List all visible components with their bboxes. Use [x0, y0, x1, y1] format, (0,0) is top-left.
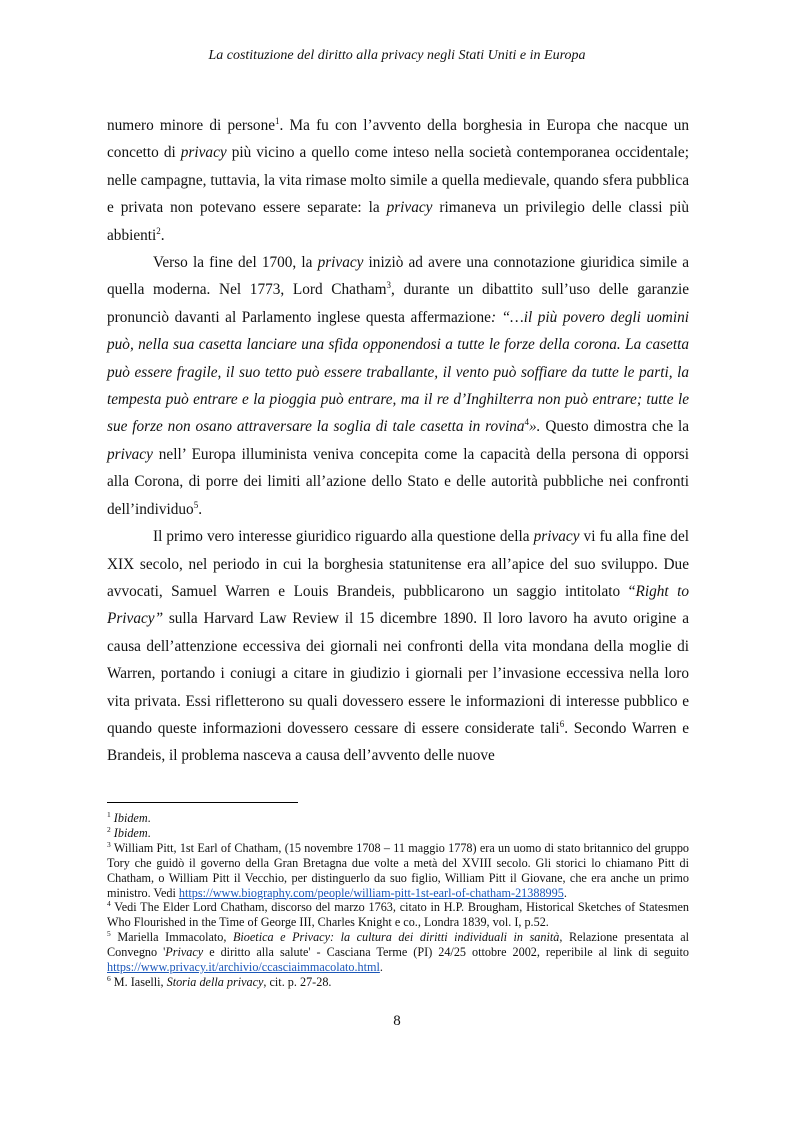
text-run: Il primo vero interesse giuridico riguardo alla questione della — [153, 528, 534, 546]
footnote-5 — [107, 930, 689, 975]
text-run: Questo dimostra che la — [540, 418, 689, 436]
privacy-link[interactable]: https://www.privacy.it/archivio/ccasciaimmacolato.html — [107, 960, 380, 975]
paragraph-1 — [107, 112, 689, 249]
text-run: iniziò ad avere una connotazione giuridica simile a quella moderna. Nel 1773, Lord Chatham — [107, 254, 690, 299]
footnote-italic: Storia della privacy — [166, 974, 264, 989]
footnote-italic: Ibidem — [113, 825, 148, 840]
footnote-separator — [107, 802, 298, 803]
footnote-text: . — [147, 811, 151, 825]
text-run: nell’ Europa illuminista veniva concepita come la capacità della persona di opporsi alla Corona, di porre dei limiti all’azione dello Stato e delle autorità pubbliche nei confronti dell’individuo — [107, 445, 689, 518]
footnote-ref-2[interactable]: 2 — [156, 225, 161, 236]
paragraph-3 — [107, 523, 689, 770]
footnote-text: M. Iaselli, — [113, 974, 167, 989]
footnote-italic: Bioetica e Privacy: la cultura dei diritti individuali in sanità — [232, 930, 560, 945]
footnote-text: , cit. p. 27-28. — [263, 974, 332, 989]
text-run: Verso la fine del 1700, la — [153, 254, 318, 272]
page-number: 8 — [393, 1013, 401, 1029]
footnote-ref-3[interactable]: 3 — [386, 280, 392, 291]
footnote-italic: Ibidem — [113, 811, 148, 825]
footnotes — [107, 811, 689, 990]
text-run: . Ma fu con l’avvento della borghesia in Europa che nacque un concetto di — [107, 117, 689, 162]
biography-link[interactable]: https://www.biography.com/people/william-pitt-1st-earl-of-chatham-21388995 — [178, 885, 564, 900]
footnote-2 — [107, 826, 689, 841]
text-run: numero minore di persone — [107, 117, 276, 134]
footnote-6 — [107, 975, 689, 990]
footnote-text: . — [379, 960, 383, 975]
text-run: sulla Harvard Law Review il 15 dicembre 1890. Il loro lavoro ha avuto origine a causa dell’attenzione eccessiva dei giornali nei confronti della vita mondana della moglie di Warren, portando i coniugi a citare in giudizio i giornali per l’invasione eccessiva nella loro vita privata. Essi rifletterono su quali dovessero essere le informazioni di interesse pubblico e quando queste informazioni dovessero cessare di essere considerate tali — [107, 610, 689, 737]
quotation-end: ». — [529, 418, 541, 436]
footnote-text: Mariella Immacolato, — [117, 930, 233, 945]
text-run: . — [198, 500, 203, 518]
italic-title: Right to Privacy” — [107, 582, 689, 628]
text-run: rimaneva un privilegio delle classi più abbienti — [107, 199, 689, 244]
footnote-text: , Relazione presentata al Convegno ' — [107, 930, 690, 960]
italic-term: privacy — [533, 528, 580, 546]
footnote-italic: Privacy — [165, 945, 204, 960]
footnote-text: e diritto alla salute' - Casciana Terme (PI) 24/25 ottobre 2002, reperibile al link di seguito — [203, 945, 690, 960]
text-run: . Secondo Warren e Brandeis, il problema nasceva a causa dell’avvento delle nuove — [107, 719, 689, 765]
footnote-3 — [107, 841, 689, 901]
paragraph-2 — [107, 249, 689, 523]
italic-term: privacy — [317, 254, 364, 272]
main-text — [107, 112, 689, 770]
footnote-text: William Pitt, 1st Earl of Chatham, (15 novembre 1708 – 11 maggio 1778) era un uomo di stato britannico del gruppo Tory che guidò il governo della Gran Bretagna due volte a metà del XVIII secolo. Gli storici lo chiamano Pitt di Chatham, o William Pitt il Vecchio, per distinguerlo da suo figlio, William Pitt il Giovane, che era anche un primo ministro. Vedi — [107, 840, 690, 900]
italic-term: privacy — [386, 199, 433, 217]
footnote-ref-4[interactable]: 4 — [524, 417, 530, 428]
footnote-number: 5 — [107, 929, 111, 939]
quotation: : “…il più povero degli uomini può, nella sua casetta lanciare una sfida opponendosi a tutte le forze della corona. La casetta può essere fragile, il suo tetto può essere traballante, il vento può soffiare da tutte le parti, la tempesta può entrare e la pioggia può entrare, ma il re d’Inghilterra non può entrare; tutte le sue forze non osano attraversare la soglia di tale casetta in rovina — [107, 308, 689, 436]
text-run: più vicino a quello come inteso nella società contemporanea occidentale; nelle campagne, tuttavia, la vita rimase molto simile a quella medievale, quando sfera pubblica e privata non potevano essere separate: la — [107, 144, 689, 217]
footnote-text: . — [563, 885, 567, 900]
text-run: vi fu alla fine del XIX secolo, nel periodo in cui la borghesia statunitense era all’apice del suo sviluppo. Due avvocati, Samuel Warren e Louis Brandeis, pubblicarono un saggio intitolato “ — [107, 528, 689, 600]
text-run: , durante un dibattito sull’uso delle garanzie pronunciò davanti al Parlamento inglese questa affermazione — [107, 281, 689, 326]
text-run: . — [160, 226, 165, 244]
footnote-text: Vedi The Elder Lord Chatham, discorso del marzo 1763, citato in H.P. Brougham, Historical Sketches of Statesmen Who Flourished in the Time of George III, Charles Knight e co., Londra 1839, vol. I, p.52. — [107, 900, 689, 930]
footnote-number: 2 — [107, 824, 111, 834]
footnote-ref-5[interactable]: 5 — [193, 499, 199, 510]
italic-term: privacy — [107, 445, 153, 463]
footnote-ref-1[interactable]: 1 — [275, 115, 280, 126]
italic-term: privacy — [180, 144, 227, 162]
footnote-text: . — [147, 825, 151, 840]
footnote-1 — [107, 811, 689, 826]
footnote-number: 1 — [107, 809, 111, 819]
running-header: La costituzione del diritto alla privacy negli Stati Uniti e in Europa — [208, 48, 586, 63]
footnote-number: 6 — [107, 973, 111, 983]
footnote-ref-6[interactable]: 6 — [559, 718, 565, 729]
footnote-4 — [107, 900, 689, 930]
footnote-number: 3 — [107, 839, 111, 849]
footnote-number: 4 — [107, 899, 111, 909]
